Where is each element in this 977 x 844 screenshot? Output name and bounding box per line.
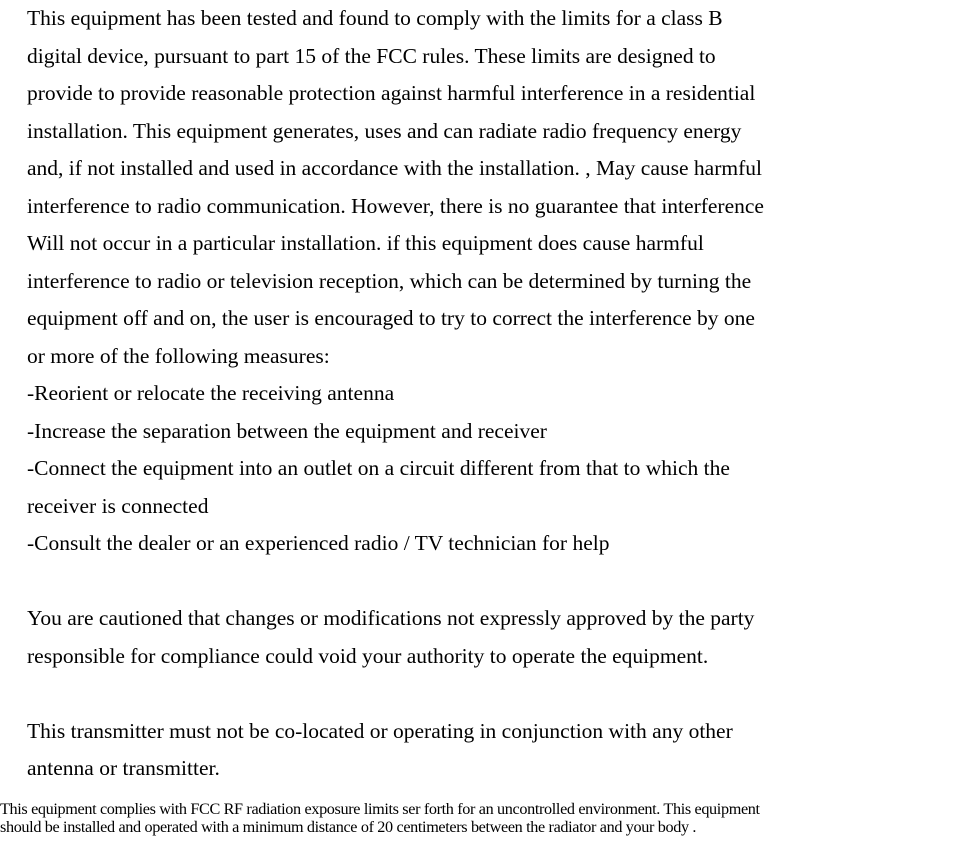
fcc-statement-paragraph bbox=[27, 0, 967, 563]
text-line: This transmitter must not be co-located or operating in conjunction with any other bbox=[27, 718, 733, 743]
text-line: This equipment complies with FCC RF radiation exposure limits ser forth for an uncontrolled environment. This equipment bbox=[0, 800, 760, 818]
text-line: or more of the following measures: bbox=[27, 343, 330, 368]
colocation-paragraph bbox=[27, 713, 967, 788]
text-line: interference to radio communication. However, there is no guarantee that interference bbox=[27, 193, 764, 218]
measure-item: -Reorient or relocate the receiving antenna bbox=[27, 381, 395, 405]
text-line: responsible for compliance could void your authority to operate the equipment. bbox=[27, 643, 709, 668]
text-line: provide to provide reasonable protection against harmful interference in a residential bbox=[27, 81, 756, 105]
text-line: Will not occur in a particular installation. if this equipment does cause harmful bbox=[27, 231, 704, 255]
text-line: antenna or transmitter. bbox=[27, 756, 220, 780]
text-line: This equipment has been tested and found to comply with the limits for a class B bbox=[27, 6, 723, 30]
measure-item-continuation: receiver is connected bbox=[27, 493, 209, 518]
measure-item: -Connect the equipment into an outlet on a circuit different from that to which the bbox=[27, 456, 730, 480]
text-line: and, if not installed and used in accordance with the installation. , May cause harmful bbox=[27, 156, 762, 180]
text-line: installation. This equipment generates, uses and can radiate radio frequency energy bbox=[27, 118, 742, 143]
text-line: You are cautioned that changes or modifications not expressly approved by the party bbox=[27, 606, 755, 630]
text-line: should be installed and operated with a minimum distance of 20 centimeters between the radiator and your body . bbox=[0, 818, 697, 836]
measure-item: -Consult the dealer or an experienced radio / TV technician for help bbox=[27, 531, 610, 555]
text-line: equipment off and on, the user is encouraged to try to correct the interference by one bbox=[27, 306, 755, 330]
paragraph-spacer bbox=[27, 675, 967, 713]
text-line: interference to radio or television reception, which can be determined by turning the bbox=[27, 268, 752, 293]
rf-exposure-paragraph bbox=[0, 800, 977, 836]
caution-paragraph bbox=[27, 600, 967, 675]
text-line: digital device, pursuant to part 15 of the FCC rules. These limits are designed to bbox=[27, 43, 716, 68]
measure-item: -Increase the separation between the equipment and receiver bbox=[27, 418, 547, 443]
paragraph-spacer bbox=[27, 563, 967, 601]
fcc-main-text bbox=[27, 0, 967, 788]
